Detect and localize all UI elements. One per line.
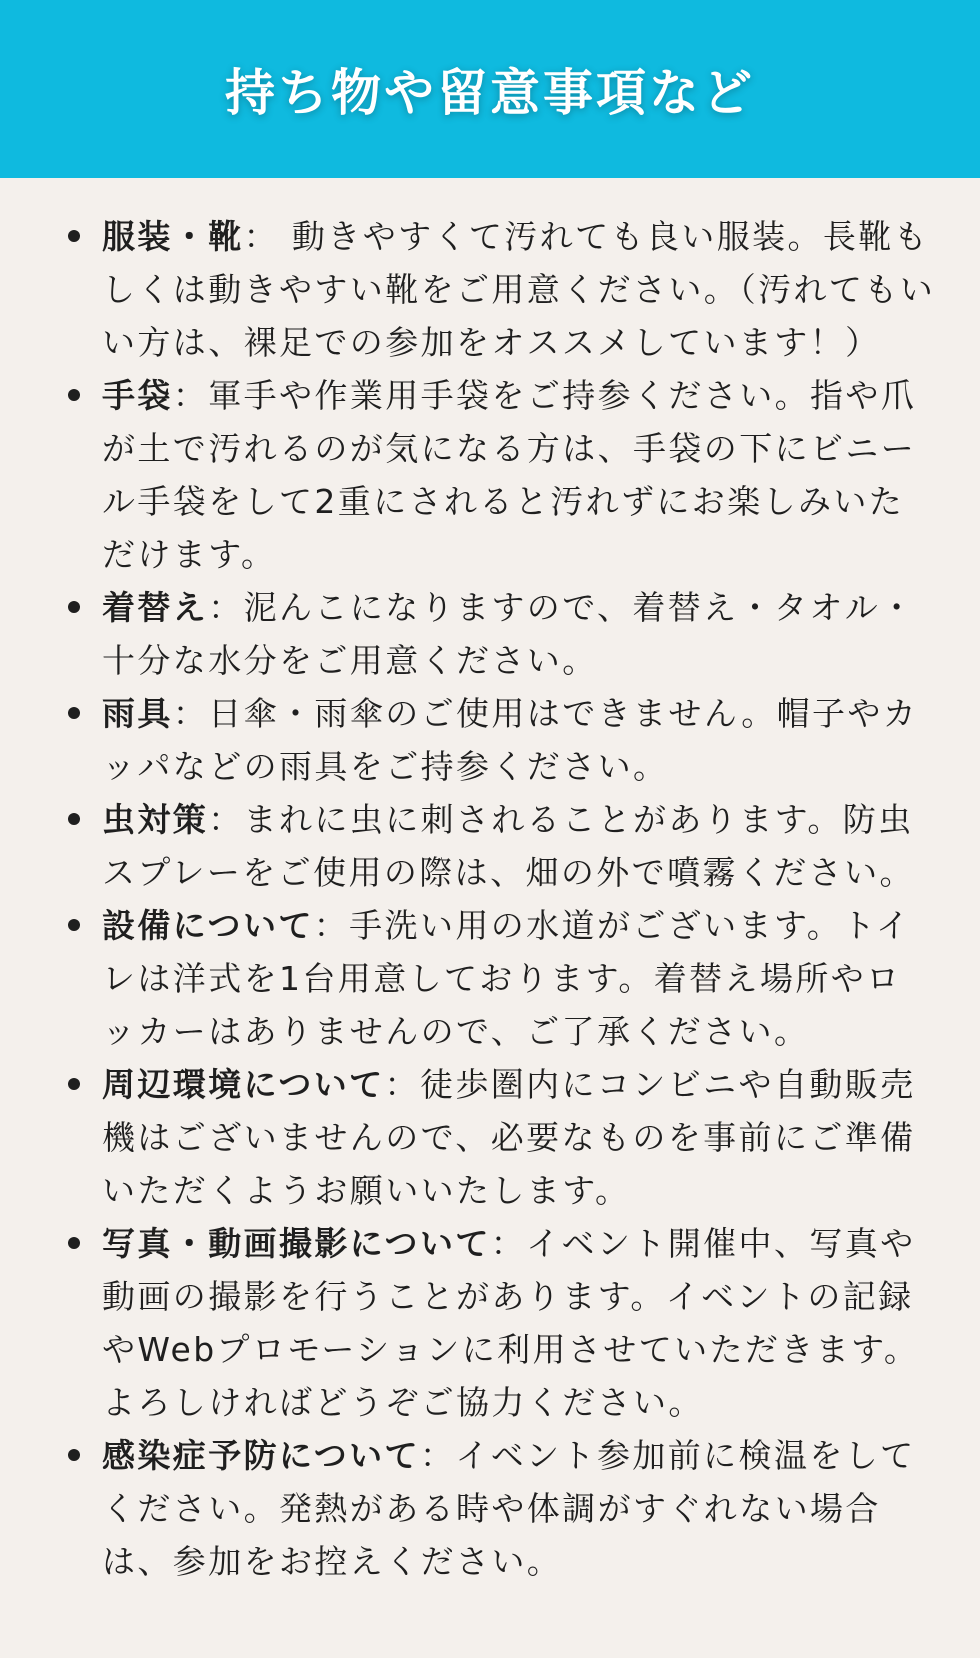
notes-section xyxy=(0,178,980,1588)
item-description: 動きやすくて汚れても良い服装。長靴もしくは動きやすい靴をご用意ください。（汚れてもいい方は、裸足での参加をオススメしています！） xyxy=(102,217,936,362)
item-separator: ： xyxy=(313,906,350,945)
item-term: 着替え xyxy=(102,588,209,627)
item-term: 設備について xyxy=(102,906,314,945)
bullet-icon xyxy=(68,813,80,825)
item-separator: ： xyxy=(208,800,244,839)
list-item xyxy=(64,210,936,369)
item-description: 徒歩圏内にコンビニや自動販売機はございませんので、必要なものを事前にご準備いただくようお願いいたします。 xyxy=(102,1065,916,1210)
item-separator: ： xyxy=(384,1065,420,1104)
item-separator: ： xyxy=(172,694,209,733)
item-description: 軍手や作業用手袋をご持参ください。指や爪が土で汚れるのが気になる方は、手袋の下にビニール手袋をして2重にされると汚れずにお楽しみいただけます。 xyxy=(102,376,917,574)
item-term: 周辺環境について xyxy=(102,1065,385,1104)
item-description: 手洗い用の水道がございます。トイレは洋式を1台用意しております。着替え場所やロッカーはありませんので、ご了承ください。 xyxy=(102,906,912,1051)
item-description: イベント開催中、写真や動画の撮影を行うことがあります。イベントの記録やWebプロモーションに利用させていただきます。よろしければどうぞご協力ください。 xyxy=(102,1224,920,1422)
item-term: 感染症予防について xyxy=(102,1436,420,1475)
item-separator: ： xyxy=(208,588,244,627)
item-separator: ： xyxy=(419,1436,456,1475)
item-description: イベント参加前に検温をしてください。発熱がある時や体調がすぐれない場合は、参加をお控えください。 xyxy=(102,1436,916,1581)
bullet-icon xyxy=(68,389,80,401)
notes-list xyxy=(64,210,936,1588)
item-description: まれに虫に刺されることがあります。防虫スプレーをご使用の際は、畑の外で噴霧ください。 xyxy=(102,800,915,892)
list-item xyxy=(64,899,936,1058)
item-term: 服装・靴 xyxy=(102,217,244,256)
bullet-icon xyxy=(68,707,80,719)
bullet-icon xyxy=(68,1449,80,1461)
header-banner xyxy=(0,0,980,178)
item-term: 虫対策 xyxy=(102,800,209,839)
list-item xyxy=(64,1429,936,1588)
item-separator: ： xyxy=(490,1224,527,1263)
bullet-icon xyxy=(68,1078,80,1090)
item-description: 泥んこになりますので、着替え・タオル・十分な水分をご用意ください。 xyxy=(102,588,916,680)
bullet-icon xyxy=(68,1237,80,1249)
page-title: 持ち物や留意事項など xyxy=(225,64,755,122)
list-item xyxy=(64,1058,936,1217)
list-item xyxy=(64,793,936,899)
list-item xyxy=(64,369,936,581)
item-term: 雨具 xyxy=(102,694,173,733)
list-item xyxy=(64,581,936,687)
list-item xyxy=(64,687,936,793)
item-description: 日傘・雨傘のご使用はできません。帽子やカッパなどの雨具をご持参ください。 xyxy=(102,694,919,786)
list-item xyxy=(64,1217,936,1429)
item-separator: ： xyxy=(243,217,280,256)
item-term: 手袋 xyxy=(102,376,173,415)
bullet-icon xyxy=(68,230,80,242)
bullet-icon xyxy=(68,919,80,931)
item-separator: ： xyxy=(172,376,209,415)
item-term: 写真・動画撮影について xyxy=(102,1224,491,1263)
bullet-icon xyxy=(68,601,80,613)
